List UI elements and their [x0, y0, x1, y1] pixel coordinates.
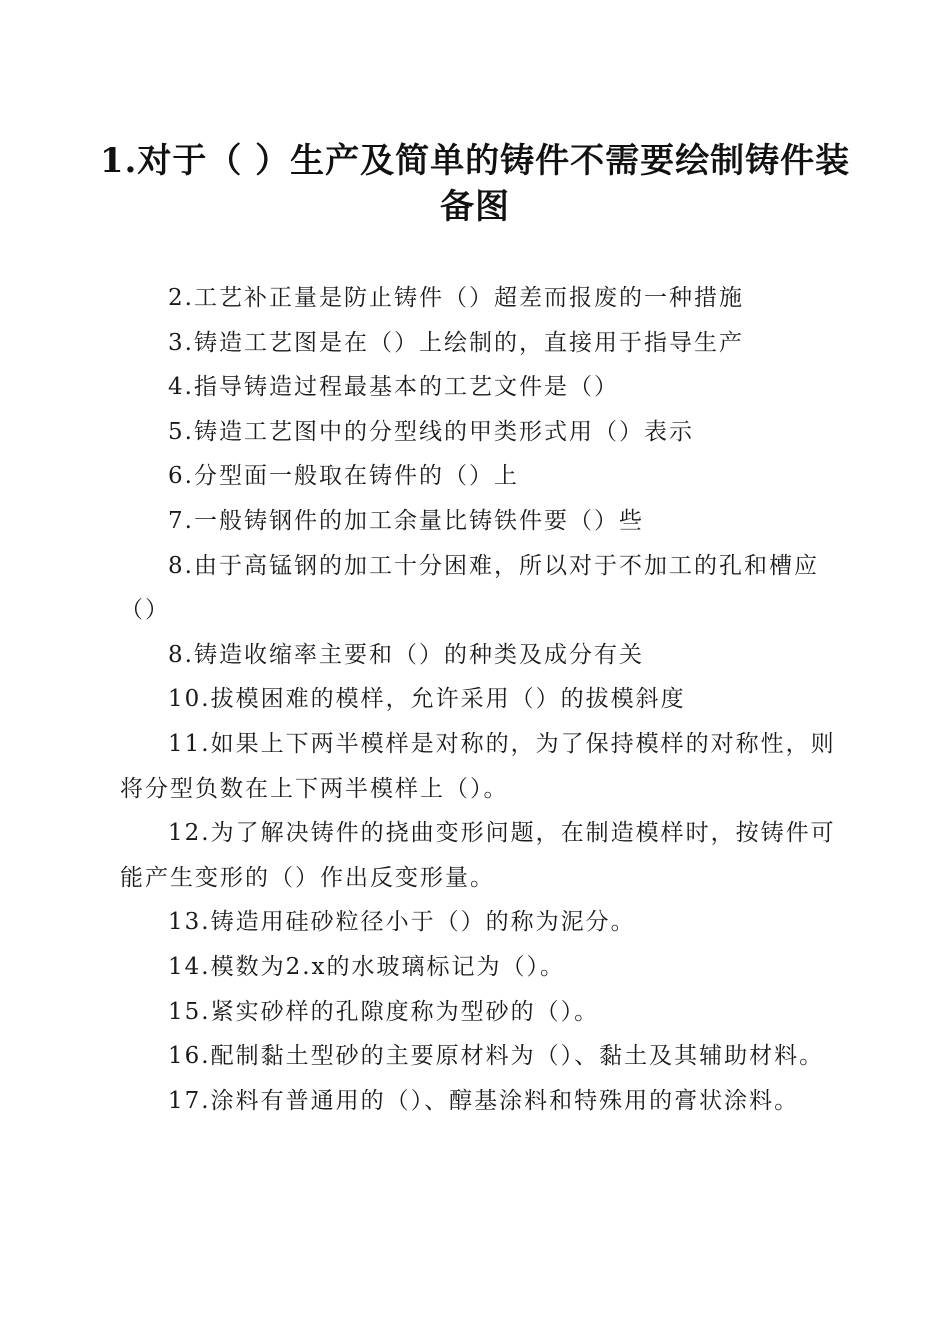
- question-item: 15.紧实砂样的孔隙度称为型砂的（）。: [168, 998, 600, 1025]
- question-item: 10.拔模困难的模样，允许采用（）的拔模斜度: [168, 686, 686, 713]
- question-item: 14.模数为2.x的水玻璃标记为（）。: [168, 953, 565, 980]
- question-item: 7.一般铸钢件的加工余量比铸铁件要（）些: [168, 507, 644, 534]
- question-item: 2.工艺补正量是防止铸件（）超差而报废的一种措施: [168, 285, 744, 311]
- question-item: 6.分型面一般取在铸件的（）上: [168, 463, 519, 490]
- question-item: 16.配制黏土型砂的主要原材料为（）、黏土及其辅助材料。: [168, 1043, 825, 1070]
- question-item: 12.为了解决铸件的挠曲变形问题，在制造模样时，按铸件可能产生变形的（）作出反变形量。: [120, 820, 836, 891]
- question-item: 11.如果上下两半模样是对称的，为了保持模样的对称性，则将分型负数在上下两半模样上（）。: [120, 730, 836, 802]
- question-item: 4.指导铸造过程最基本的工艺文件是（）: [168, 374, 619, 401]
- question-item: 5.铸造工艺图中的分型线的甲类形式用（）表示: [168, 418, 694, 445]
- question-list: [120, 276, 840, 1123]
- question-item: 8.由于高锰钢的加工十分困难，所以对于不加工的孔和槽应（）: [120, 552, 819, 624]
- document-title: 1.对于（ ）生产及简单的铸件不需要绘制铸件装备图: [99, 141, 851, 227]
- question-item: 13.铸造用硅砂粒径小于（）的称为泥分。: [168, 909, 636, 936]
- question-item: 8.铸造收缩率主要和（）的种类及成分有关: [168, 641, 644, 668]
- question-item: 17.涂料有普通用的（）、醇基涂料和特殊用的膏状涂料。: [168, 1087, 800, 1114]
- question-item: 3.铸造工艺图是在（）上绘制的，直接用于指导生产: [168, 329, 744, 356]
